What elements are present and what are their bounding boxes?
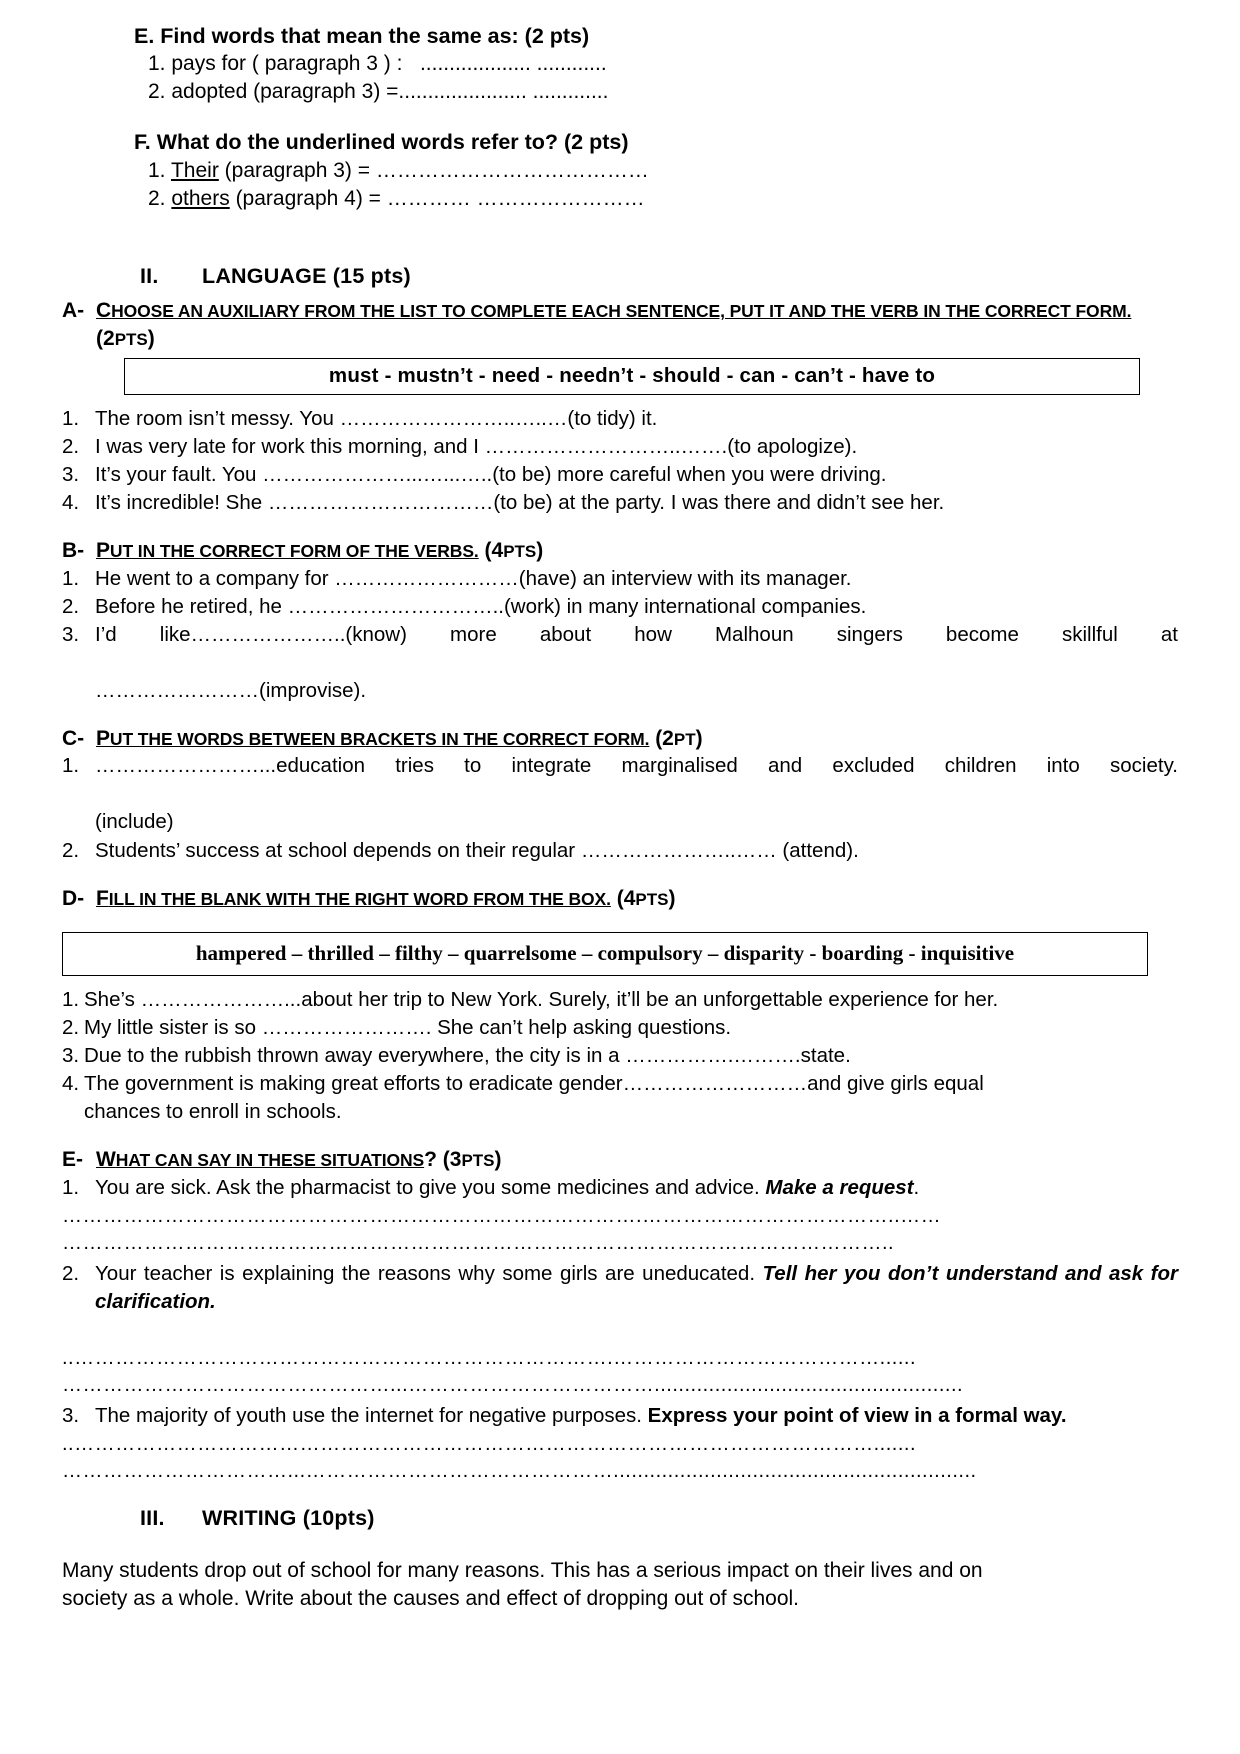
list-item — [62, 621, 1178, 705]
situation-3-task: Express your point of view in a formal way. — [647, 1403, 1067, 1427]
item-number: 2. — [62, 838, 80, 862]
spacer — [62, 1126, 1178, 1146]
item-text: My little sister is so ……………………. She can’t help asking questions. — [84, 1016, 732, 1040]
section-f-item-2-number: 2. — [148, 186, 172, 210]
exercise-e-title — [96, 1146, 1178, 1173]
exercise-c-points: (2PT) — [649, 727, 703, 751]
list-item — [62, 405, 1178, 433]
list-item — [62, 752, 1178, 836]
language-title-text: LANGUAGE (15 pts) — [202, 264, 411, 289]
list-item — [62, 593, 1178, 621]
spacer — [62, 1484, 1178, 1506]
list-item — [62, 1042, 1178, 1070]
writing-section-title — [140, 1506, 1178, 1531]
exercise-d-title — [96, 885, 1178, 912]
exercise-d-heading — [62, 885, 1178, 912]
section-f-heading: F. What do the underlined words refer to? (2 pts) — [134, 130, 629, 155]
spacer — [62, 517, 1178, 537]
section-f-item-2-word: others — [171, 186, 230, 210]
item-text-line-1: I’d like…………………..(know) more about how Malhoun singers become skillful at — [95, 622, 1178, 646]
exercise-b-list — [62, 565, 1178, 705]
exercise-a-letter: A- — [62, 299, 85, 323]
section-f-item-1-rest: (paragraph 3) = ………………………………… — [218, 158, 649, 182]
spacer — [62, 865, 1178, 885]
situation-3-text: The majority of youth use the internet for negative purposes. — [95, 1403, 648, 1427]
answer-line[interactable]: ..…………………………………………………………………….…………………………………...... — [62, 1346, 917, 1369]
item-text — [84, 1070, 1178, 1126]
exercise-d-instruction: FILL IN THE BLANK WITH THE RIGHT WORD FROM THE BOX. — [96, 886, 611, 910]
item-text: The room isn’t messy. You ……………………..…..…(to tidy) it. — [95, 407, 658, 431]
exercise-a-instruction: CHOOSE AN AUXILIARY FROM THE LIST TO COMPLETE EACH SENTENCE, PUT IT AND THE VERB IN THE CORRECT FORM. — [96, 299, 1132, 323]
item-number: 4. — [62, 1072, 80, 1096]
item-number: 1. — [62, 407, 80, 431]
exercise-a-heading — [62, 297, 1178, 352]
exercise-d-points: (4PTS) — [610, 886, 676, 910]
spacer — [134, 106, 1178, 128]
list-item — [62, 1174, 1178, 1202]
writing-prompt-line-2: society as a whole. Write about the causes and effect of dropping out of school. — [62, 1586, 800, 1610]
language-section-title — [140, 264, 1178, 289]
item-text — [95, 1260, 1178, 1344]
exercise-a-list — [62, 405, 1178, 517]
item-text — [95, 1402, 1178, 1430]
reading-section-e — [134, 22, 1178, 212]
section-f-item-1-number: 1. — [148, 158, 171, 182]
situation-2-text: Your teacher is explaining the reasons why some girls are uneducated. — [95, 1261, 763, 1285]
item-text-line-2: ……………………(improvise). — [95, 678, 367, 702]
item-number: 2. — [62, 1016, 80, 1040]
writing-prompt — [62, 1557, 1178, 1613]
writing-title-text: WRITING (10pts) — [202, 1506, 375, 1531]
item-text: Before he retired, he …………………………..(work) in many international companies. — [95, 594, 867, 618]
item-text-line-2: (include) — [95, 810, 174, 834]
item-text — [95, 752, 1178, 836]
answer-line[interactable]: ………………………………………………………………………….………………………………..…… — [62, 1204, 942, 1227]
section-e-heading: E. Find words that mean the same as: (2 pts) — [134, 24, 590, 48]
spacer — [62, 912, 1178, 926]
exercise-e-list-3 — [62, 1402, 1178, 1430]
exercise-c-heading — [62, 725, 1178, 752]
list-item — [62, 1014, 1178, 1042]
section-f-item-1 — [148, 157, 1178, 185]
exercise-c-instruction: PUT THE WORDS BETWEEN BRACKETS IN THE CORRECT FORM. — [96, 727, 650, 751]
exercise-e-question-mark: ? — [424, 1148, 437, 1172]
exercise-e-points: (3PTS) — [436, 1148, 502, 1172]
exercise-d-list — [62, 986, 1178, 1126]
writing-prompt-line-1: Many students drop out of school for many reasons. This has a serious impact on their lives and on — [62, 1559, 983, 1583]
item-number: 2. — [62, 435, 80, 459]
exercise-e-list-2 — [62, 1260, 1178, 1344]
item-number: 3. — [62, 1044, 80, 1068]
answer-line[interactable]: ……………………………...………………………………………............................................................ — [62, 1460, 977, 1483]
item-text: Due to the rubbish thrown away everywhere, the city is in a …………….……….state. — [84, 1044, 851, 1068]
spacer — [62, 395, 1178, 405]
answer-line[interactable]: …………………………………………...………………………………................................................... — [62, 1373, 964, 1396]
item-number: 2. — [62, 594, 80, 618]
item-number: 1. — [62, 1175, 80, 1199]
exercise-a-points: (2PTS) — [96, 326, 155, 350]
situation-1-period: . — [913, 1175, 920, 1199]
exercise-e-instruction: WHAT CAN SAY IN THESE SITUATIONS — [96, 1148, 425, 1172]
spacer — [62, 705, 1178, 725]
spacer — [62, 976, 1178, 986]
list-item — [62, 461, 1178, 489]
item-number: 3. — [62, 1403, 80, 1427]
exercise-b-instruction: PUT IN THE CORRECT FORM OF THE VERBS. — [96, 539, 479, 563]
situation-2-task: Tell her you don’t understand and ask for clarification. — [95, 1261, 1178, 1313]
spacer — [62, 212, 1178, 264]
item-text-line-1: The government is making great efforts to eradicate gender………………………and give girls equal — [84, 1072, 984, 1096]
section-e-item-2: 2. adopted (paragraph 3) =...................... ............. — [148, 80, 609, 104]
exercise-b-letter: B- — [62, 539, 85, 563]
item-number: 4. — [62, 491, 80, 515]
item-text-line-2: chances to enroll in schools. — [84, 1100, 342, 1124]
writing-roman-numeral: III. — [140, 1506, 165, 1531]
item-text: Students’ success at school depends on their regular …………………..…… (attend). — [95, 838, 859, 862]
item-text: She’s …………………...about her trip to New York. Surely, it’ll be an unforgettable experience for her. — [84, 987, 999, 1011]
list-item — [62, 837, 1178, 865]
list-item — [62, 433, 1178, 461]
vocabulary-word-bank: hampered – thrilled – filthy – quarrelsome – compulsory – disparity - boarding - inquisitive — [62, 932, 1148, 976]
list-item — [62, 1260, 1178, 1344]
list-item — [62, 1070, 1178, 1126]
item-number: 1. — [62, 754, 80, 778]
situation-1-task: Make a request — [765, 1175, 914, 1199]
list-item — [62, 1402, 1178, 1430]
item-text: I was very late for work this morning, and I ………………………..…….(to apologize). — [95, 435, 858, 459]
exercise-e-letter: E- — [62, 1148, 83, 1172]
item-text: It’s incredible! She ……………………………(to be) at the party. I was there and didn’t see her. — [95, 491, 945, 515]
item-number: 3. — [62, 463, 80, 487]
section-e-item-1: 1. pays for ( paragraph 3 ) : ................... ............ — [148, 52, 607, 76]
exercise-e-heading — [62, 1146, 1178, 1173]
list-item — [62, 565, 1178, 593]
section-f-item-2 — [148, 185, 1178, 213]
exercise-d-letter: D- — [62, 886, 85, 910]
item-number: 1. — [62, 987, 80, 1011]
item-text: It’s your fault. You …………………...…...…..(to be) more careful when you were driving. — [95, 463, 887, 487]
answer-line[interactable]: ..………………………………………………………………………………………………………....... — [62, 1433, 917, 1456]
item-number: 1. — [62, 566, 80, 590]
exercise-c-title — [96, 725, 1178, 752]
item-number: 2. — [62, 1261, 80, 1285]
exercise-b-title — [96, 537, 1178, 564]
exercise-b-points: (4PTS) — [478, 539, 544, 563]
auxiliary-word-bank: must - mustn’t - need - needn’t - should - can - can’t - have to — [124, 358, 1140, 395]
section-f-item-2-rest: (paragraph 4) = ………… …………………… — [229, 186, 645, 210]
item-text: He went to a company for ………………………(have) an interview with its manager. — [95, 566, 852, 590]
list-item — [62, 986, 1178, 1014]
answer-line[interactable]: ………………………………………………………………………………………………………….. — [62, 1231, 895, 1254]
exercise-c-list — [62, 752, 1178, 864]
list-item — [62, 489, 1178, 517]
exercise-e-list — [62, 1174, 1178, 1202]
situation-1-text: You are sick. Ask the pharmacist to give you some medicines and advice. — [95, 1175, 766, 1199]
language-roman-numeral: II. — [140, 264, 159, 289]
item-text — [95, 1174, 1178, 1202]
exercise-c-letter: C- — [62, 727, 85, 751]
section-f-item-1-word: Their — [170, 158, 219, 182]
item-number: 3. — [62, 622, 80, 646]
item-text — [95, 621, 1178, 705]
exercise-b-heading — [62, 537, 1178, 564]
item-text-line-1: ……………………...education tries to integrate marginalised and excluded children into society. — [95, 754, 1178, 778]
exercise-a-title — [96, 297, 1178, 352]
